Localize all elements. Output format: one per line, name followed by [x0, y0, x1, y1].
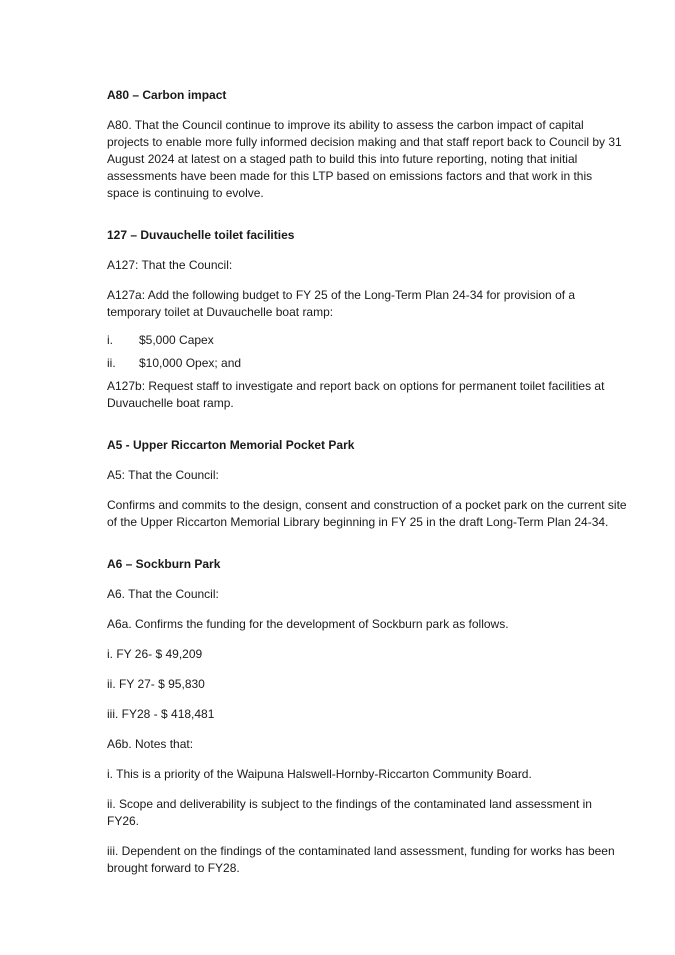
paragraph-a6a: A6a. Confirms the funding for the development of Sockburn park as follows. [107, 617, 509, 631]
note-line: ii. Scope and deliverability is subject to the findings of the contaminated land assessment in FY26. [107, 797, 592, 828]
paragraph-a6b: A6b. Notes that: [107, 737, 194, 751]
paragraph-a5: Confirms and commits to the design, consent and construction of a pocket park on the current site of the Upper Riccarton Memorial Library beginning in FY 25 in the draft Long-Term Plan 24-34. [107, 498, 627, 529]
section-heading-a6: A6 – Sockburn Park [107, 557, 221, 571]
section-heading-a80: A80 – Carbon impact [107, 88, 227, 102]
list-text: $10,000 Opex; and [139, 356, 242, 370]
section-heading-127: 127 – Duvauchelle toilet facilities [107, 228, 295, 242]
funding-line: i. FY 26- $ 49,209 [107, 647, 203, 661]
paragraph-a80: A80. That the Council continue to improve its ability to assess the carbon impact of capital projects to enable more fully informed decision making and that staff report back to Council by 31 August 2024 at latest on a staged path to build this into future reporting, noting that initial assessments have been made for this LTP based on emissions factors and that work in this space is continuing to evolve. [107, 118, 622, 200]
funding-line: iii. FY28 - $ 418,481 [107, 707, 215, 721]
funding-line: ii. FY 27- $ 95,830 [107, 677, 205, 691]
list-item [107, 355, 627, 372]
section-heading-a5: A5 - Upper Riccarton Memorial Pocket Park [107, 438, 355, 452]
list-marker: i. [107, 333, 113, 347]
paragraph-a127-intro: A127: That the Council: [107, 258, 233, 272]
note-line: i. This is a priority of the Waipuna Halswell-Hornby-Riccarton Community Board. [107, 767, 532, 781]
list-marker: ii. [107, 356, 116, 370]
paragraph-a127b: A127b: Request staff to investigate and report back on options for permanent toilet facilities at Duvauchelle boat ramp. [107, 379, 605, 410]
paragraph-a6-intro: A6. That the Council: [107, 587, 219, 601]
document-page [107, 87, 627, 877]
note-line: iii. Dependent on the findings of the contaminated land assessment, funding for works has been brought forward to FY28. [107, 844, 615, 875]
list-item [107, 332, 627, 349]
paragraph-a127a: A127a: Add the following budget to FY 25 of the Long-Term Plan 24-34 for provision of a temporary toilet at Duvauchelle boat ramp: [107, 288, 576, 319]
list-text: $5,000 Capex [139, 333, 214, 347]
paragraph-a5-intro: A5: That the Council: [107, 468, 219, 482]
